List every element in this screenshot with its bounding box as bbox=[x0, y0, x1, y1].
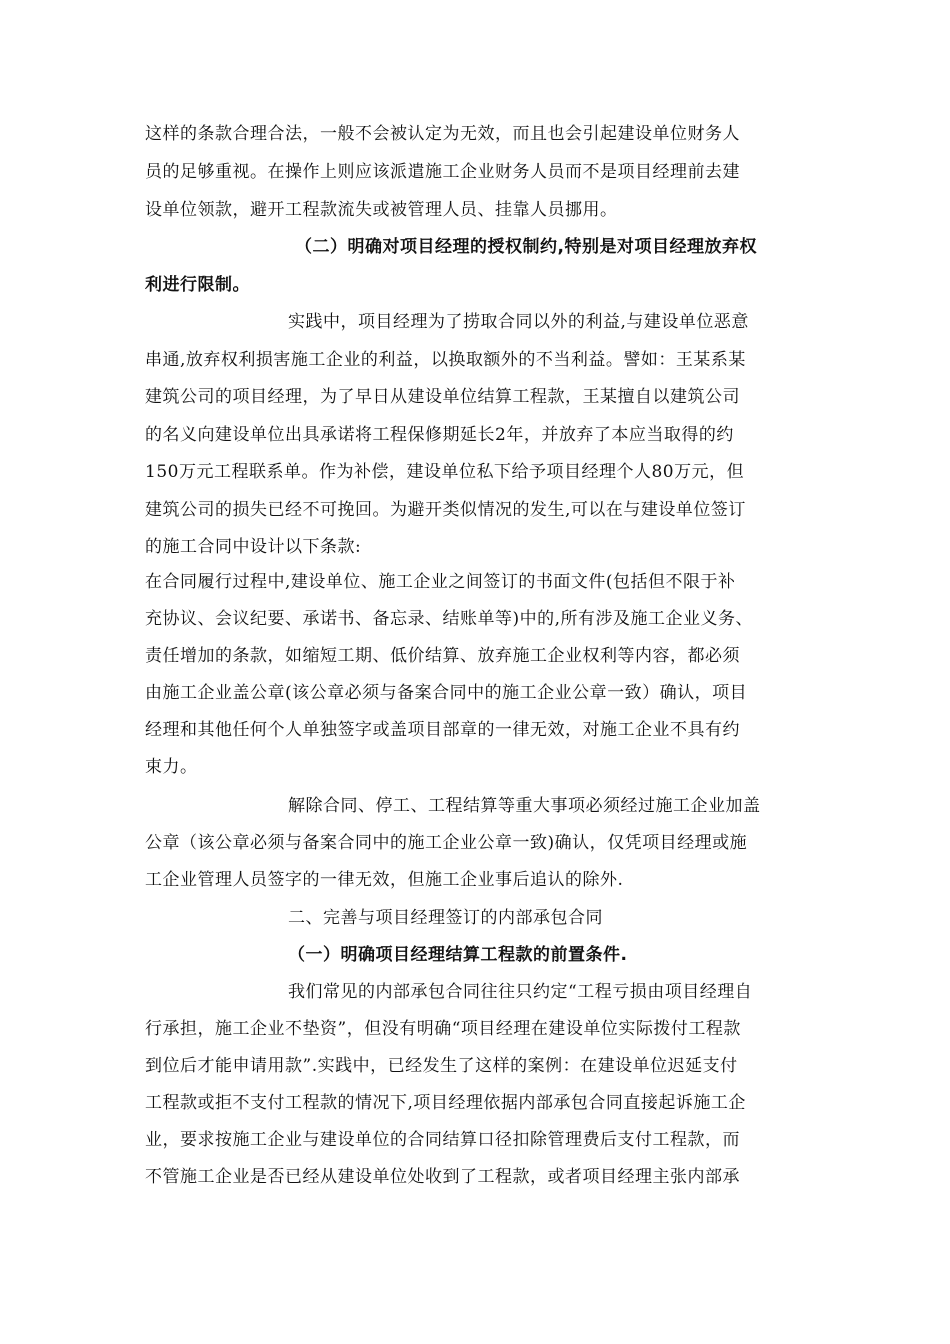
paragraph-line: 公章（该公章必须与备案合同中的施工企业公章一致)确认，仅凭项目经理或施 bbox=[145, 833, 748, 853]
paragraph-line: 行承担，施工企业不垫资”，但没有明确“项目经理在建设单位实际拨付工程款 bbox=[145, 1019, 741, 1039]
paragraph-line: 员的足够重视。在操作上则应该派遣施工企业财务人员而不是项目经理前去建 bbox=[145, 162, 740, 182]
paragraph-line: 建筑公司的损失已经不可挽回。为避开类似情况的发生,可以在与建设单位签订 bbox=[145, 500, 746, 520]
paragraph-line: 的名义向建设单位出具承诺将工程保修期延长2年，并放弃了本应当取得的约 bbox=[145, 425, 734, 445]
paragraph-line: 束力。 bbox=[145, 757, 198, 777]
paragraph-line: 150万元工程联系单。作为补偿，建设单位私下给予项目经理个人80万元，但 bbox=[145, 462, 745, 482]
paragraph-line: 工企业管理人员签字的一律无效，但施工企业事后追认的除外. bbox=[145, 870, 624, 890]
paragraph-line: 在合同履行过程中,建设单位、施工企业之间签订的书面文件(包括但不限于补 bbox=[145, 572, 736, 592]
paragraph-line: 业，要求按施工企业与建设单位的合同结算口径扣除管理费后支付工程款，而 bbox=[145, 1130, 740, 1150]
paragraph-line: 实践中，项目经理为了捞取合同以外的利益,与建设单位恶意 bbox=[288, 312, 749, 332]
section-heading-cont: 利进行限制。 bbox=[145, 275, 250, 295]
paragraph-line: 不管施工企业是否已经从建设单位处收到了工程款，或者项目经理主张内部承 bbox=[145, 1167, 740, 1187]
paragraph-line: 到位后才能申请用款”.实践中，已经发生了这样的案例：在建设单位迟延支付 bbox=[145, 1056, 738, 1076]
paragraph-line: 建筑公司的项目经理，为了早日从建设单位结算工程款，王某擅自以建筑公司 bbox=[145, 387, 740, 407]
paragraph-line: 这样的条款合理合法，一般不会被认定为无效，而且也会引起建设单位财务人 bbox=[145, 124, 740, 144]
paragraph-line: 串通,放弃权利损害施工企业的利益，以换取额外的不当利益。譬如：王某系某 bbox=[145, 350, 746, 370]
paragraph-line: 充协议、会议纪要、承诺书、备忘录、结账单等)中的,所有涉及施工企业义务、 bbox=[145, 609, 754, 629]
paragraph-line: 的施工合同中设计以下条款: bbox=[145, 537, 362, 557]
paragraph-line: 设单位领款，避开工程款流失或被管理人员、挂靠人员挪用。 bbox=[145, 200, 618, 220]
paragraph-line: 解除合同、停工、工程结算等重大事项必须经过施工企业加盖 bbox=[288, 796, 761, 816]
paragraph-line: 工程款或拒不支付工程款的情况下,项目经理依据内部承包合同直接起诉施工企 bbox=[145, 1093, 746, 1113]
section-heading: （一）明确项目经理结算工程款的前置条件. bbox=[288, 945, 628, 965]
section-heading: （二）明确对项目经理的授权制约,特别是对项目经理放弃权 bbox=[295, 237, 757, 257]
paragraph-line: 经理和其他任何个人单独签字或盖项目部章的一律无效，对施工企业不具有约 bbox=[145, 720, 740, 740]
paragraph-line: 由施工企业盖公章(该公章必须与备案合同中的施工企业公章一致）确认，项目 bbox=[145, 683, 748, 703]
paragraph-line: 我们常见的内部承包合同往往只约定“工程亏损由项目经理自 bbox=[288, 982, 753, 1002]
chapter-heading: 二、完善与项目经理签订的内部承包合同 bbox=[288, 908, 603, 928]
paragraph-line: 责任增加的条款，如缩短工期、低价结算、放弃施工企业权利等内容，都必须 bbox=[145, 646, 740, 666]
